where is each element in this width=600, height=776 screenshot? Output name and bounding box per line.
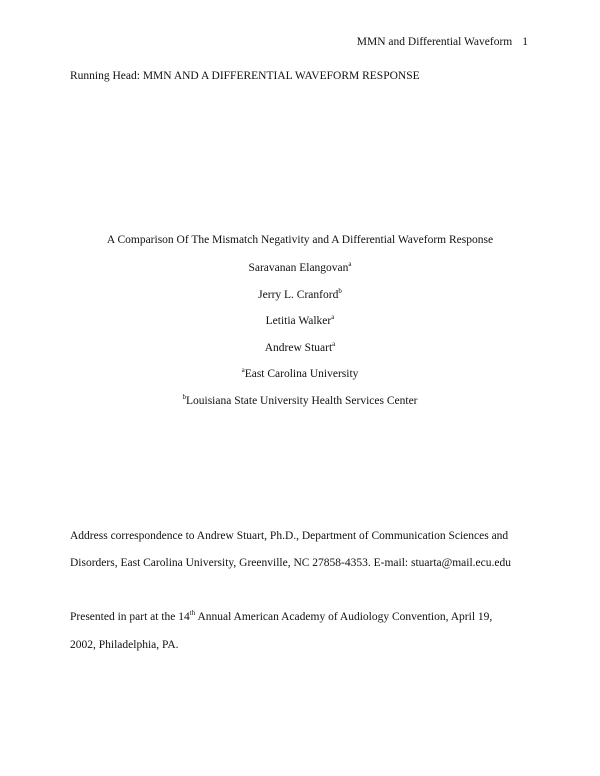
affiliation-mark: a xyxy=(332,340,336,348)
presented-line-1 xyxy=(70,611,492,623)
author-name: Andrew Stuart xyxy=(264,342,333,354)
presented-text-before: Presented in part at the 14 xyxy=(70,611,190,623)
running-head: Running Head: MMN AND A DIFFERENTIAL WAVEFORM RESPONSE xyxy=(70,70,420,82)
page-number: 1 xyxy=(522,36,528,48)
correspondence-line-2: Disorders, East Carolina University, Greenville, NC 27858-4353. E-mail: stuarta@mail.ecu.edu xyxy=(70,557,511,569)
affiliation-b xyxy=(0,395,600,407)
author-1 xyxy=(0,262,600,274)
affiliation-mark: b xyxy=(182,393,186,401)
affiliation-mark: b xyxy=(338,287,342,295)
page-header xyxy=(357,36,528,48)
presented-line-2: 2002, Philadelphia, PA. xyxy=(70,639,179,651)
correspondence-line-1: Address correspondence to Andrew Stuart, Ph.D., Department of Communication Sciences and xyxy=(70,530,509,542)
header-short-title: MMN and Differential Waveform xyxy=(356,36,513,48)
author-2 xyxy=(0,289,600,301)
ordinal-suffix: th xyxy=(189,609,196,617)
author-name: Saravanan Elangovan xyxy=(248,262,349,274)
author-name: Letitia Walker xyxy=(265,315,332,327)
author-3 xyxy=(0,315,600,327)
presented-text-after: Annual American Academy of Audiology Convention, April 19, xyxy=(195,611,493,623)
paper-title: A Comparison Of The Mismatch Negativity and A Differential Waveform Response xyxy=(106,234,494,246)
author-name: Jerry L. Cranford xyxy=(258,289,339,301)
affiliation-name: East Carolina University xyxy=(244,368,359,380)
affiliation-mark: a xyxy=(331,313,335,321)
affiliation-name: Louisiana State University Health Services Center xyxy=(185,395,418,407)
affiliation-a xyxy=(0,368,600,380)
author-4 xyxy=(0,342,600,354)
affiliation-mark: a xyxy=(348,260,352,268)
affiliation-mark: a xyxy=(241,366,245,374)
